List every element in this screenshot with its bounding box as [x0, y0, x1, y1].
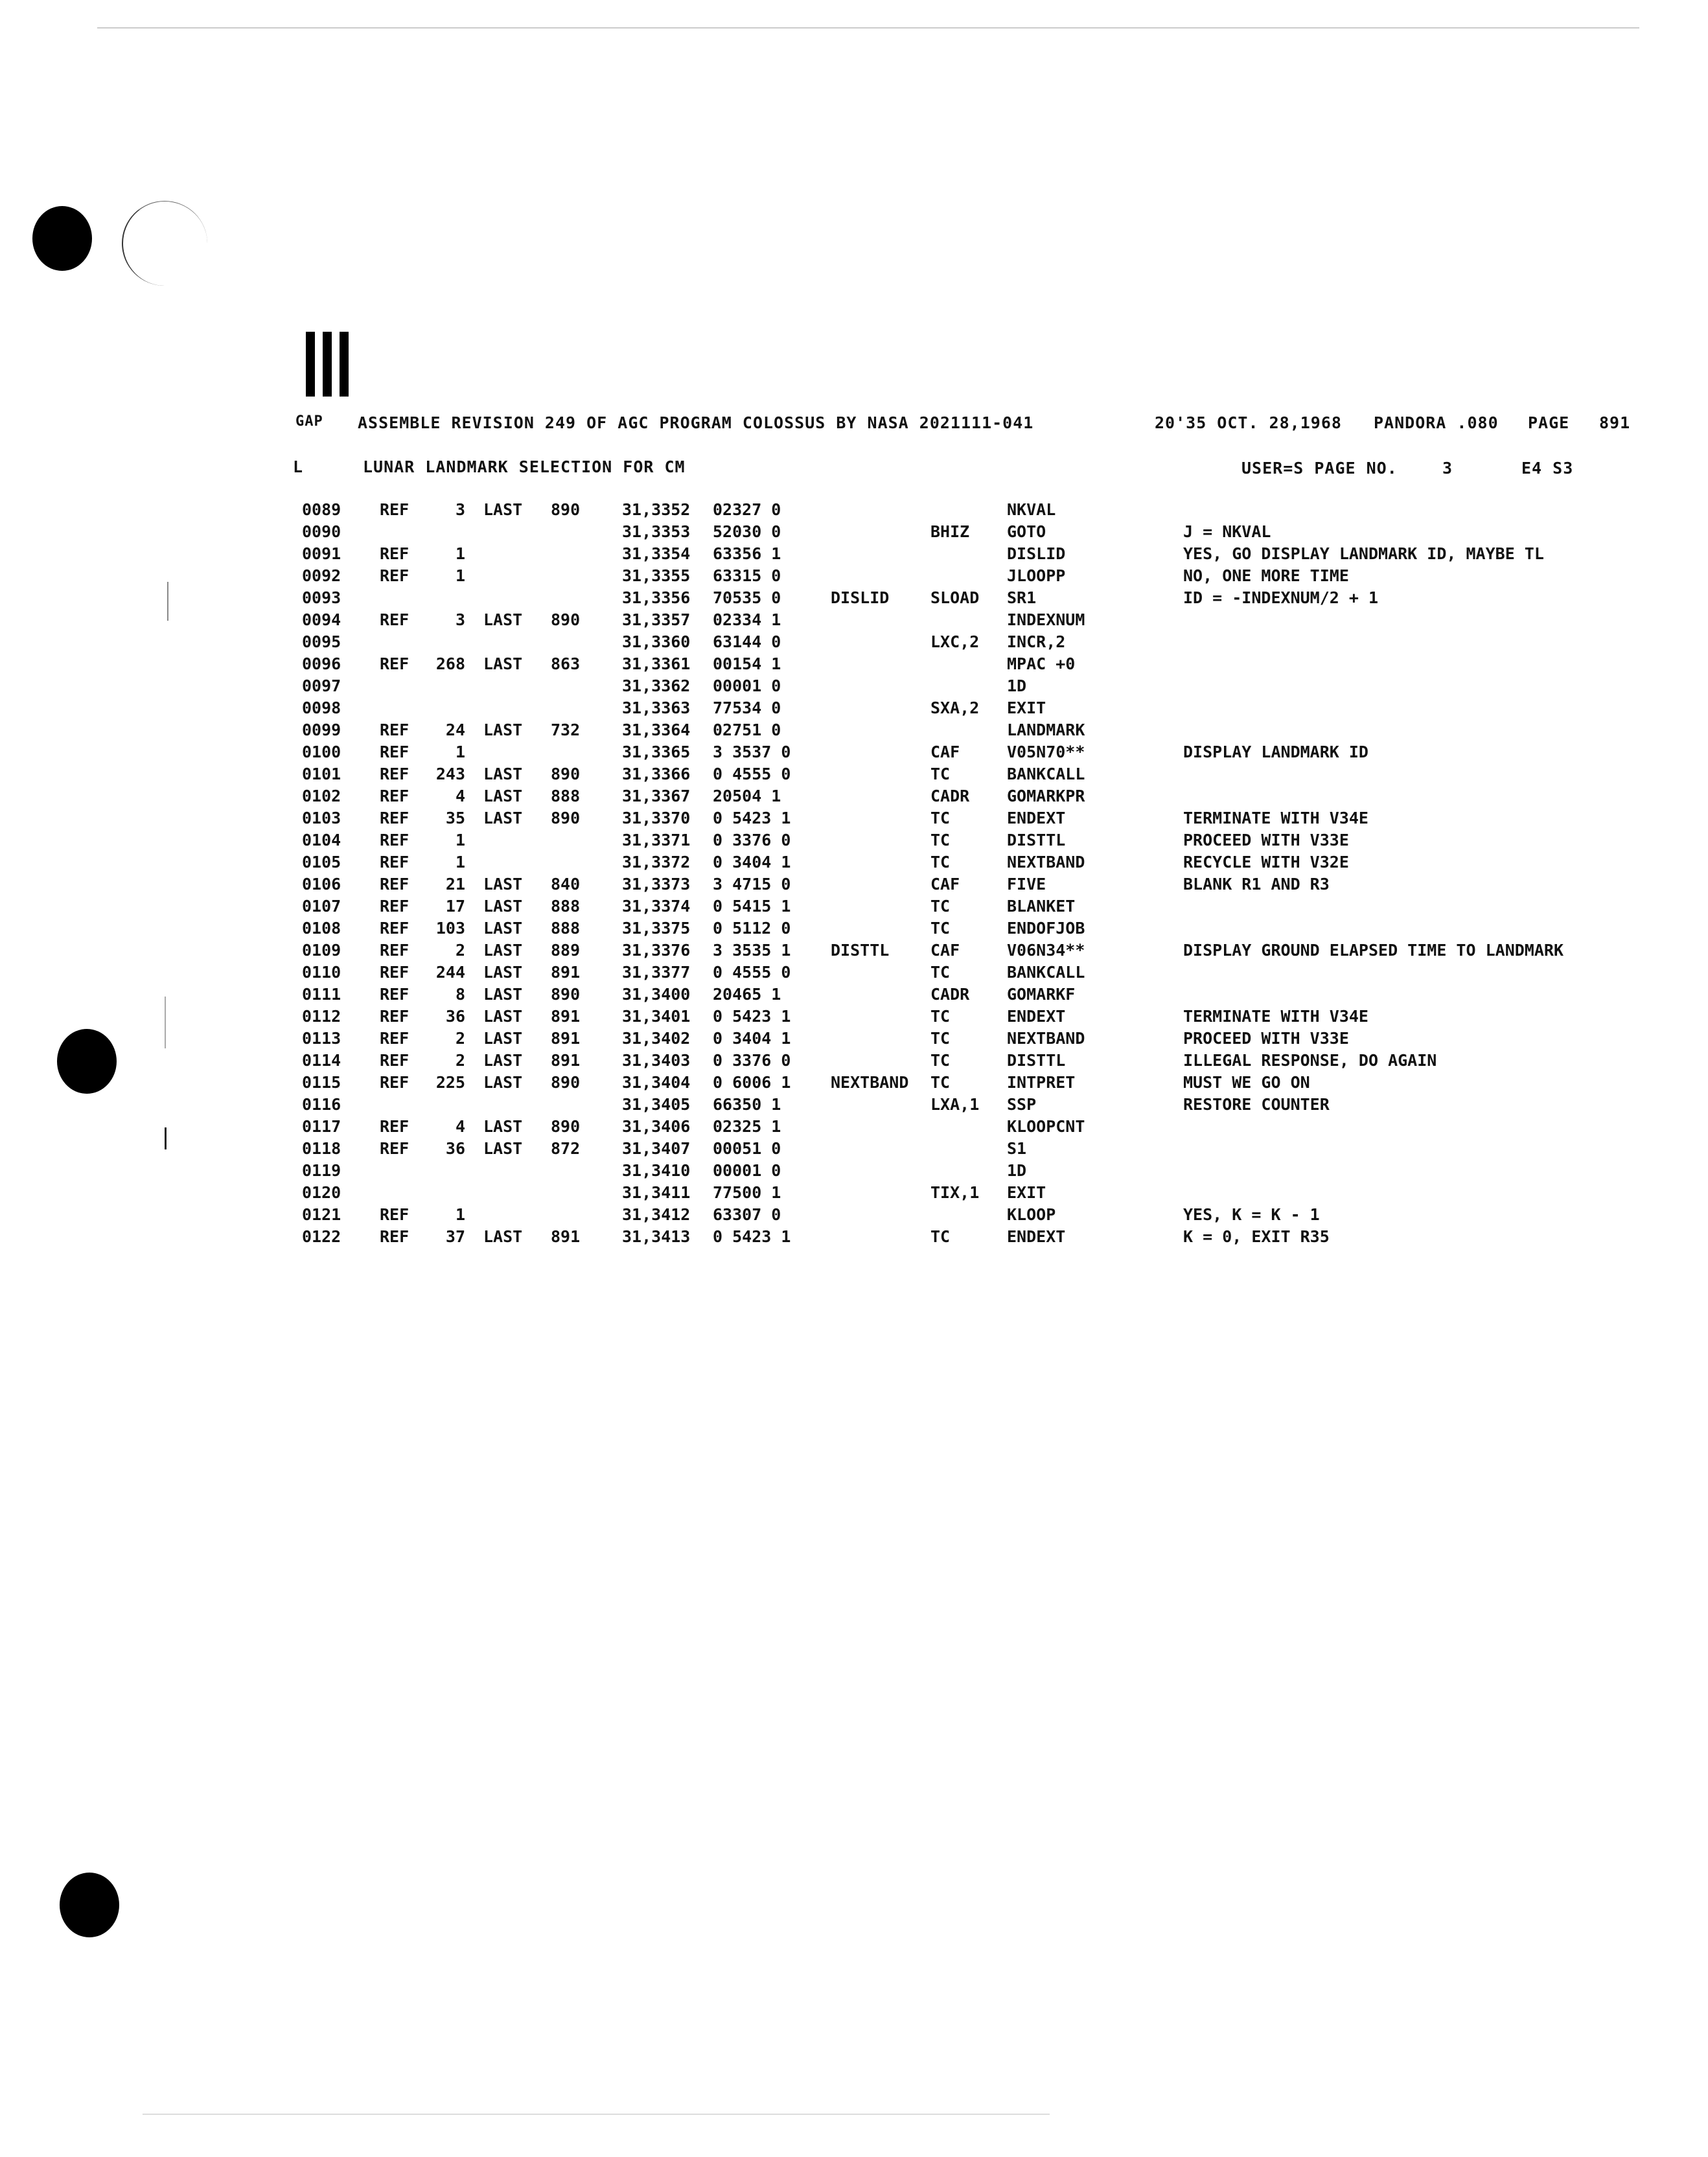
memory-address: 31,3401 — [622, 1007, 691, 1026]
opcode: LXA,1 — [930, 1095, 980, 1114]
ref-count: 35 — [445, 809, 465, 827]
memory-address: 31,3355 — [622, 566, 691, 585]
last-marker: LAST — [483, 941, 523, 960]
registration-bars — [306, 332, 358, 397]
memory-address: 31,3375 — [622, 919, 691, 938]
opcode: TC — [930, 765, 951, 783]
ref-mark: REF — [380, 1117, 410, 1136]
operand: GOMARKF — [1007, 985, 1076, 1004]
sequence-number: 0093 — [302, 588, 341, 607]
sequence-number: 0108 — [302, 919, 341, 938]
comment: MUST WE GO ON — [1183, 1073, 1310, 1092]
comment: YES, GO DISPLAY LANDMARK ID, MAYBE TL — [1183, 544, 1544, 563]
memory-address: 31,3365 — [622, 743, 691, 761]
last-page: 890 — [551, 809, 581, 827]
operand: INTPRET — [1007, 1073, 1076, 1092]
ref-count: 244 — [435, 963, 465, 982]
sequence-number: 0118 — [302, 1139, 341, 1158]
last-page: 891 — [551, 1007, 581, 1026]
opcode: CAF — [930, 941, 960, 960]
memory-address: 31,3371 — [622, 831, 691, 849]
source-label: DISTTL — [831, 941, 890, 960]
ref-count: 1 — [455, 743, 465, 761]
memory-address: 31,3360 — [622, 632, 691, 651]
top-edge-speckle — [97, 27, 1639, 29]
ref-mark: REF — [380, 610, 410, 629]
ref-count: 8 — [455, 985, 465, 1004]
octal-word: 00051 0 — [713, 1139, 781, 1158]
sequence-number: 0104 — [302, 831, 341, 849]
last-marker: LAST — [483, 897, 523, 916]
memory-address: 31,3402 — [622, 1029, 691, 1048]
ref-count: 36 — [445, 1139, 465, 1158]
opcode: CAF — [930, 875, 960, 894]
operand: NKVAL — [1007, 500, 1056, 519]
sequence-number: 0116 — [302, 1095, 341, 1114]
last-marker: LAST — [483, 1117, 523, 1136]
memory-address: 31,3400 — [622, 985, 691, 1004]
ref-mark: REF — [380, 809, 410, 827]
margin-tick — [165, 997, 166, 1048]
opcode: BHIZ — [930, 522, 970, 541]
last-marker: LAST — [483, 1073, 523, 1092]
memory-address: 31,3353 — [622, 522, 691, 541]
ref-mark: REF — [380, 1029, 410, 1048]
memory-address: 31,3372 — [622, 853, 691, 871]
ref-mark: REF — [380, 853, 410, 871]
sequence-number: 0114 — [302, 1051, 341, 1070]
operand: LANDMARK — [1007, 721, 1085, 739]
octal-word: 3 3535 1 — [713, 941, 791, 960]
sequence-number: 0096 — [302, 654, 341, 673]
memory-address: 31,3410 — [622, 1161, 691, 1180]
octal-word: 63307 0 — [713, 1205, 781, 1224]
memory-address: 31,3354 — [622, 544, 691, 563]
last-page: 889 — [551, 941, 581, 960]
operand: ENDEXT — [1007, 1007, 1066, 1026]
user-page-number: 3 — [1442, 459, 1453, 478]
ref-mark: REF — [380, 1139, 410, 1158]
sequence-number: 0107 — [302, 897, 341, 916]
bottom-edge-speckle — [143, 2114, 1050, 2115]
ref-mark: REF — [380, 566, 410, 585]
memory-address: 31,3413 — [622, 1227, 691, 1246]
octal-word: 0 3376 0 — [713, 1051, 791, 1070]
octal-word: 0 3404 1 — [713, 853, 791, 871]
ref-count: 268 — [435, 654, 465, 673]
octal-word: 0 4555 0 — [713, 963, 791, 982]
comment: RESTORE COUNTER — [1183, 1095, 1330, 1114]
comment: DISPLAY GROUND ELAPSED TIME TO LANDMARK — [1183, 941, 1564, 960]
octal-word: 0 5423 1 — [713, 1007, 791, 1026]
sequence-number: 0110 — [302, 963, 341, 982]
comment: PROCEED WITH V33E — [1183, 831, 1349, 849]
opcode: TC — [930, 919, 951, 938]
last-page: 891 — [551, 1051, 581, 1070]
memory-address: 31,3405 — [622, 1095, 691, 1114]
operand: MPAC +0 — [1007, 654, 1076, 673]
last-page: 890 — [551, 1117, 581, 1136]
ref-count: 103 — [435, 919, 465, 938]
octal-word: 02327 0 — [713, 500, 781, 519]
octal-word: 20465 1 — [713, 985, 781, 1004]
octal-word: 66350 1 — [713, 1095, 781, 1114]
opcode: TC — [930, 1227, 951, 1246]
comment: K = 0, EXIT R35 — [1183, 1227, 1330, 1246]
octal-word: 0 3404 1 — [713, 1029, 791, 1048]
octal-word: 0 5423 1 — [713, 1227, 791, 1246]
opcode: TC — [930, 1073, 951, 1092]
ref-count: 24 — [445, 721, 465, 739]
left-mark: GAP — [295, 413, 323, 430]
operand: EXIT — [1007, 698, 1046, 717]
operand: BLANKET — [1007, 897, 1076, 916]
last-page: 890 — [551, 765, 581, 783]
operand: S1 — [1007, 1139, 1027, 1158]
memory-address: 31,3364 — [622, 721, 691, 739]
octal-word: 77500 1 — [713, 1183, 781, 1202]
memory-address: 31,3361 — [622, 654, 691, 673]
octal-word: 20504 1 — [713, 787, 781, 805]
last-page: 888 — [551, 897, 581, 916]
binder-hole-bottom — [60, 1873, 119, 1937]
operand: KLOOPCNT — [1007, 1117, 1085, 1136]
octal-word: 0 3376 0 — [713, 831, 791, 849]
opcode: TC — [930, 1007, 951, 1026]
operand: DISTTL — [1007, 1051, 1066, 1070]
sequence-number: 0100 — [302, 743, 341, 761]
sequence-number: 0095 — [302, 632, 341, 651]
memory-address: 31,3370 — [622, 809, 691, 827]
sequence-number: 0098 — [302, 698, 341, 717]
ref-mark: REF — [380, 875, 410, 894]
octal-word: 02334 1 — [713, 610, 781, 629]
sequence-number: 0119 — [302, 1161, 341, 1180]
sequence-number: 0091 — [302, 544, 341, 563]
last-marker: LAST — [483, 875, 523, 894]
source-label: DISLID — [831, 588, 890, 607]
last-page: 888 — [551, 787, 581, 805]
last-page: 888 — [551, 919, 581, 938]
operand: KLOOP — [1007, 1205, 1056, 1224]
comment: PROCEED WITH V33E — [1183, 1029, 1349, 1048]
octal-word: 00154 1 — [713, 654, 781, 673]
operand: JLOOPP — [1007, 566, 1066, 585]
sequence-number: 0102 — [302, 787, 341, 805]
memory-address: 31,3411 — [622, 1183, 691, 1202]
last-page: 863 — [551, 654, 581, 673]
last-marker: LAST — [483, 765, 523, 783]
octal-word: 70535 0 — [713, 588, 781, 607]
ref-mark: REF — [380, 1007, 410, 1026]
last-marker: LAST — [483, 1227, 523, 1246]
last-page: 872 — [551, 1139, 581, 1158]
memory-address: 31,3374 — [622, 897, 691, 916]
memory-address: 31,3357 — [622, 610, 691, 629]
comment: RECYCLE WITH V32E — [1183, 853, 1349, 871]
operand: BANKCALL — [1007, 765, 1085, 783]
sequence-number: 0113 — [302, 1029, 341, 1048]
ref-mark: REF — [380, 897, 410, 916]
ref-count: 3 — [455, 610, 465, 629]
ref-mark: REF — [380, 544, 410, 563]
ref-mark: REF — [380, 765, 410, 783]
opcode: TC — [930, 963, 951, 982]
sequence-number: 0101 — [302, 765, 341, 783]
section-subtitle: LUNAR LANDMARK SELECTION FOR CM — [363, 457, 686, 476]
last-page: 890 — [551, 610, 581, 629]
margin-tick — [167, 582, 168, 621]
octal-word: 0 5415 1 — [713, 897, 791, 916]
source-label: NEXTBAND — [831, 1073, 909, 1092]
comment: TERMINATE WITH V34E — [1183, 1007, 1368, 1026]
operand: EXIT — [1007, 1183, 1046, 1202]
last-marker: LAST — [483, 919, 523, 938]
comment: ILLEGAL RESPONSE, DO AGAIN — [1183, 1051, 1437, 1070]
last-marker: LAST — [483, 963, 523, 982]
operand: BANKCALL — [1007, 963, 1085, 982]
operand: DISTTL — [1007, 831, 1066, 849]
memory-address: 31,3356 — [622, 588, 691, 607]
last-marker: LAST — [483, 654, 523, 673]
ref-mark: REF — [380, 743, 410, 761]
operand: 1D — [1007, 1161, 1027, 1180]
ref-mark: REF — [380, 1227, 410, 1246]
octal-word: 0 4555 0 — [713, 765, 791, 783]
opcode: CADR — [930, 787, 970, 805]
last-page: 890 — [551, 1073, 581, 1092]
page-label: PAGE — [1528, 413, 1570, 432]
ref-count: 225 — [435, 1073, 465, 1092]
sequence-number: 0092 — [302, 566, 341, 585]
opcode: TC — [930, 809, 951, 827]
octal-word: 00001 0 — [713, 676, 781, 695]
operand: ENDEXT — [1007, 1227, 1066, 1246]
operand: INDEXNUM — [1007, 610, 1085, 629]
listing-timestamp: 20'35 OCT. 28,1968 — [1155, 413, 1342, 432]
operand: V05N70** — [1007, 743, 1085, 761]
last-marker: LAST — [483, 809, 523, 827]
page-number: 891 — [1599, 413, 1631, 432]
ref-count: 1 — [455, 544, 465, 563]
memory-address: 31,3407 — [622, 1139, 691, 1158]
hole-ring-mark — [122, 201, 207, 286]
opcode: SLOAD — [930, 588, 980, 607]
sequence-number: 0109 — [302, 941, 341, 960]
last-marker: LAST — [483, 1139, 523, 1158]
ref-count: 2 — [455, 941, 465, 960]
page-code: E4 S3 — [1521, 459, 1574, 478]
operand: GOTO — [1007, 522, 1046, 541]
opcode: TIX,1 — [930, 1183, 980, 1202]
ref-mark: REF — [380, 985, 410, 1004]
listing-site: PANDORA .080 — [1374, 413, 1499, 432]
ref-mark: REF — [380, 500, 410, 519]
sequence-number: 0090 — [302, 522, 341, 541]
operand: ENDOFJOB — [1007, 919, 1085, 938]
sequence-number: 0105 — [302, 853, 341, 871]
octal-word: 0 5112 0 — [713, 919, 791, 938]
memory-address: 31,3363 — [622, 698, 691, 717]
memory-address: 31,3373 — [622, 875, 691, 894]
ref-count: 4 — [455, 787, 465, 805]
sequence-number: 0089 — [302, 500, 341, 519]
last-page: 840 — [551, 875, 581, 894]
last-page: 890 — [551, 500, 581, 519]
user-page-label: USER=S PAGE NO. — [1241, 459, 1398, 478]
listing-title: ASSEMBLE REVISION 249 OF AGC PROGRAM COLOSSUS BY NASA 2021111-041 — [358, 413, 1034, 432]
octal-word: 3 4715 0 — [713, 875, 791, 894]
octal-word: 00001 0 — [713, 1161, 781, 1180]
last-page: 891 — [551, 1227, 581, 1246]
comment: TERMINATE WITH V34E — [1183, 809, 1368, 827]
sequence-number: 0111 — [302, 985, 341, 1004]
memory-address: 31,3412 — [622, 1205, 691, 1224]
comment: J = NKVAL — [1183, 522, 1271, 541]
operand: INCR,2 — [1007, 632, 1066, 651]
last-marker: LAST — [483, 721, 523, 739]
last-marker: LAST — [483, 1051, 523, 1070]
operand: SSP — [1007, 1095, 1037, 1114]
octal-word: 0 5423 1 — [713, 809, 791, 827]
sequence-number: 0121 — [302, 1205, 341, 1224]
margin-tick — [165, 1127, 167, 1149]
sequence-number: 0103 — [302, 809, 341, 827]
memory-address: 31,3366 — [622, 765, 691, 783]
ref-mark: REF — [380, 1205, 410, 1224]
opcode: TC — [930, 1029, 951, 1048]
memory-address: 31,3367 — [622, 787, 691, 805]
memory-address: 31,3403 — [622, 1051, 691, 1070]
operand: NEXTBAND — [1007, 853, 1085, 871]
ref-count: 17 — [445, 897, 465, 916]
ref-mark: REF — [380, 831, 410, 849]
octal-word: 3 3537 0 — [713, 743, 791, 761]
octal-word: 63315 0 — [713, 566, 781, 585]
ref-mark: REF — [380, 654, 410, 673]
memory-address: 31,3376 — [622, 941, 691, 960]
last-page: 891 — [551, 963, 581, 982]
octal-word: 63356 1 — [713, 544, 781, 563]
ref-mark: REF — [380, 1073, 410, 1092]
last-marker: LAST — [483, 610, 523, 629]
memory-address: 31,3362 — [622, 676, 691, 695]
sub-left-mark: L — [293, 457, 304, 476]
memory-address: 31,3352 — [622, 500, 691, 519]
operand: V06N34** — [1007, 941, 1085, 960]
sequence-number: 0099 — [302, 721, 341, 739]
octal-word: 52030 0 — [713, 522, 781, 541]
comment: BLANK R1 AND R3 — [1183, 875, 1330, 894]
operand: FIVE — [1007, 875, 1046, 894]
ref-count: 37 — [445, 1227, 465, 1246]
ref-count: 1 — [455, 831, 465, 849]
ref-count: 1 — [455, 853, 465, 871]
last-marker: LAST — [483, 787, 523, 805]
memory-address: 31,3406 — [622, 1117, 691, 1136]
last-marker: LAST — [483, 1007, 523, 1026]
sequence-number: 0106 — [302, 875, 341, 894]
comment: YES, K = K - 1 — [1183, 1205, 1320, 1224]
opcode: CAF — [930, 743, 960, 761]
binder-hole-middle — [57, 1029, 117, 1094]
operand: NEXTBAND — [1007, 1029, 1085, 1048]
ref-mark: REF — [380, 919, 410, 938]
ref-mark: REF — [380, 963, 410, 982]
sequence-number: 0112 — [302, 1007, 341, 1026]
ref-count: 1 — [455, 566, 465, 585]
ref-count: 3 — [455, 500, 465, 519]
sequence-number: 0122 — [302, 1227, 341, 1246]
opcode: LXC,2 — [930, 632, 980, 651]
ref-count: 243 — [435, 765, 465, 783]
ref-count: 21 — [445, 875, 465, 894]
octal-word: 0 6006 1 — [713, 1073, 791, 1092]
octal-word: 02325 1 — [713, 1117, 781, 1136]
last-marker: LAST — [483, 1029, 523, 1048]
binder-hole-top — [32, 206, 92, 271]
memory-address: 31,3377 — [622, 963, 691, 982]
ref-mark: REF — [380, 721, 410, 739]
last-page: 890 — [551, 985, 581, 1004]
sequence-number: 0115 — [302, 1073, 341, 1092]
comment: ID = -INDEXNUM/2 + 1 — [1183, 588, 1379, 607]
opcode: TC — [930, 853, 951, 871]
octal-word: 02751 0 — [713, 721, 781, 739]
ref-count: 2 — [455, 1051, 465, 1070]
sequence-number: 0120 — [302, 1183, 341, 1202]
sequence-number: 0097 — [302, 676, 341, 695]
ref-mark: REF — [380, 941, 410, 960]
octal-word: 63144 0 — [713, 632, 781, 651]
ref-count: 4 — [455, 1117, 465, 1136]
last-marker: LAST — [483, 500, 523, 519]
ref-count: 36 — [445, 1007, 465, 1026]
last-marker: LAST — [483, 985, 523, 1004]
operand: ENDEXT — [1007, 809, 1066, 827]
ref-mark: REF — [380, 787, 410, 805]
comment: NO, ONE MORE TIME — [1183, 566, 1349, 585]
last-page: 732 — [551, 721, 581, 739]
sequence-number: 0117 — [302, 1117, 341, 1136]
ref-count: 2 — [455, 1029, 465, 1048]
sequence-number: 0094 — [302, 610, 341, 629]
octal-word: 77534 0 — [713, 698, 781, 717]
memory-address: 31,3404 — [622, 1073, 691, 1092]
ref-count: 1 — [455, 1205, 465, 1224]
operand: 1D — [1007, 676, 1027, 695]
opcode: TC — [930, 831, 951, 849]
opcode: TC — [930, 897, 951, 916]
opcode: TC — [930, 1051, 951, 1070]
ref-mark: REF — [380, 1051, 410, 1070]
operand: SR1 — [1007, 588, 1037, 607]
opcode: SXA,2 — [930, 698, 980, 717]
comment: DISPLAY LANDMARK ID — [1183, 743, 1368, 761]
operand: GOMARKPR — [1007, 787, 1085, 805]
last-page: 891 — [551, 1029, 581, 1048]
operand: DISLID — [1007, 544, 1066, 563]
opcode: CADR — [930, 985, 970, 1004]
